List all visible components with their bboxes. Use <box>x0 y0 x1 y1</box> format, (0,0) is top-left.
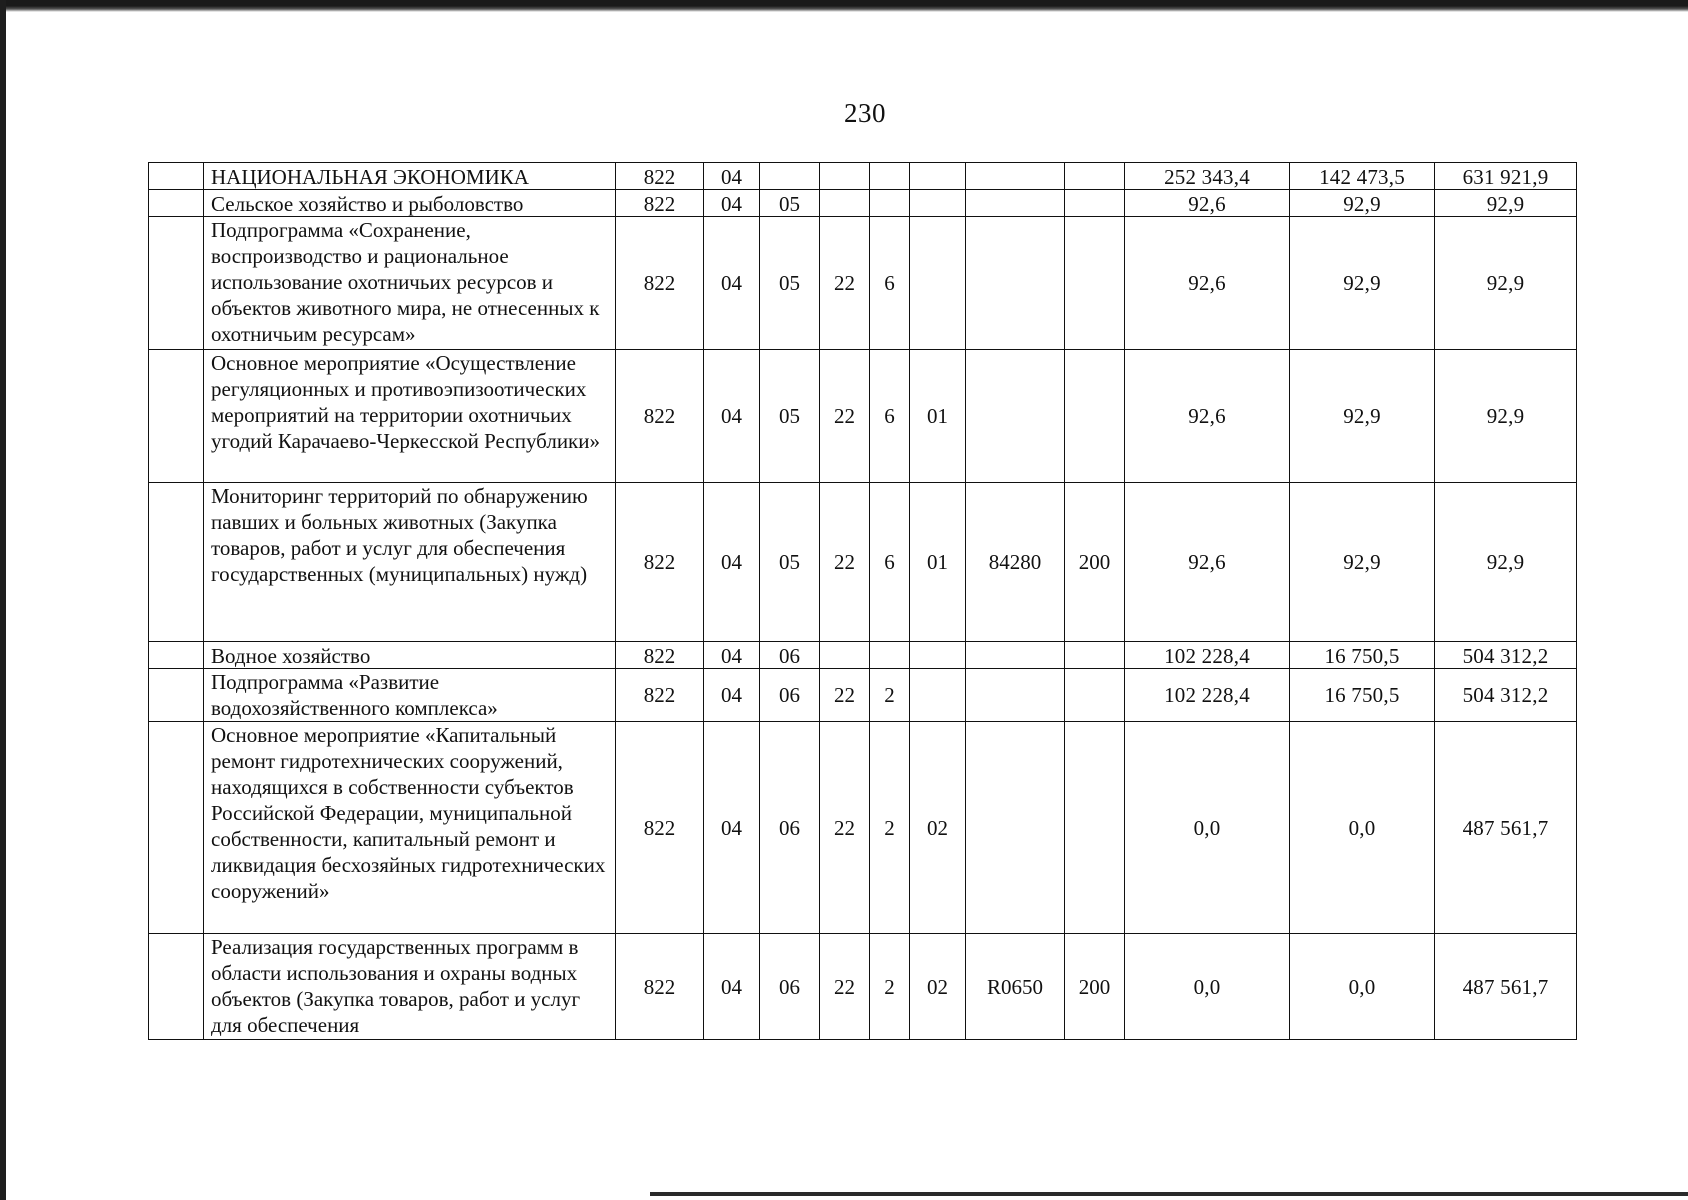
section-code: 04 <box>704 217 760 350</box>
subsection-code: 06 <box>760 642 820 669</box>
subsection-code <box>760 163 820 190</box>
amount-year-3: 631 921,9 <box>1435 163 1577 190</box>
ved-code: 822 <box>616 217 704 350</box>
section-code: 04 <box>704 669 760 722</box>
ved-code: 822 <box>616 669 704 722</box>
row-name: Подпрограмма «Развитие водохозяйственного комплекса» <box>204 669 616 722</box>
amount-year-3: 504 312,2 <box>1435 669 1577 722</box>
direction-code <box>966 350 1065 483</box>
subprogram-code <box>870 163 910 190</box>
subsection-code: 05 <box>760 190 820 217</box>
table-row <box>149 350 1577 483</box>
amount-year-2: 92,9 <box>1290 190 1435 217</box>
ved-code: 822 <box>616 483 704 642</box>
subprogram-code <box>870 642 910 669</box>
table-row <box>149 934 1577 1040</box>
scan-bottom-edge <box>650 1192 1688 1196</box>
amount-year-3: 92,9 <box>1435 483 1577 642</box>
subprogram-code: 2 <box>870 934 910 1040</box>
table-row <box>149 217 1577 350</box>
target-program-code: 22 <box>820 669 870 722</box>
amount-year-1: 252 343,4 <box>1125 163 1290 190</box>
direction-code <box>966 669 1065 722</box>
row-name: Водное хозяйство <box>204 642 616 669</box>
table-row <box>149 163 1577 190</box>
target-program-code: 22 <box>820 934 870 1040</box>
expense-type-code <box>1065 163 1125 190</box>
amount-year-1: 92,6 <box>1125 217 1290 350</box>
subprogram-code: 6 <box>870 350 910 483</box>
expense-type-code <box>1065 642 1125 669</box>
index-cell <box>149 483 204 642</box>
expense-type-code <box>1065 217 1125 350</box>
table-row <box>149 722 1577 934</box>
section-code: 04 <box>704 483 760 642</box>
target-program-code <box>820 642 870 669</box>
amount-year-2: 16 750,5 <box>1290 669 1435 722</box>
main-activity-code: 01 <box>910 483 966 642</box>
amount-year-1: 92,6 <box>1125 350 1290 483</box>
subprogram-code: 6 <box>870 217 910 350</box>
ved-code: 822 <box>616 190 704 217</box>
amount-year-1: 92,6 <box>1125 190 1290 217</box>
amount-year-2: 16 750,5 <box>1290 642 1435 669</box>
amount-year-2: 92,9 <box>1290 483 1435 642</box>
direction-code <box>966 642 1065 669</box>
amount-year-1: 102 228,4 <box>1125 642 1290 669</box>
amount-year-2: 92,9 <box>1290 217 1435 350</box>
direction-code <box>966 163 1065 190</box>
main-activity-code: 02 <box>910 934 966 1040</box>
ved-code: 822 <box>616 722 704 934</box>
section-code: 04 <box>704 163 760 190</box>
index-cell <box>149 217 204 350</box>
scan-top-edge <box>0 0 1688 12</box>
ved-code: 822 <box>616 350 704 483</box>
target-program-code <box>820 163 870 190</box>
amount-year-3: 92,9 <box>1435 190 1577 217</box>
section-code: 04 <box>704 190 760 217</box>
index-cell <box>149 190 204 217</box>
row-name: Основное мероприятие «Осуществление регуляционных и противоэпизоотических мероприятий на территории охотничьих угодий Карачаево-Черкесской Республики» <box>204 350 616 483</box>
amount-year-1: 102 228,4 <box>1125 669 1290 722</box>
table-row <box>149 642 1577 669</box>
expense-type-code <box>1065 350 1125 483</box>
direction-code <box>966 722 1065 934</box>
row-name: Мониторинг территорий по обнаружению павших и больных животных (Закупка товаров, работ и услуг для обеспечения государственных (муниципальных) нужд) <box>204 483 616 642</box>
direction-code: 84280 <box>966 483 1065 642</box>
row-name: Основное мероприятие «Капитальный ремонт гидротехнических сооружений, находящихся в собственности субъектов Российской Федерации, муниципальной собственности, капитальный ремонт и ликвидация бесхозяйных гидротехнических сооружений» <box>204 722 616 934</box>
index-cell <box>149 934 204 1040</box>
target-program-code <box>820 190 870 217</box>
target-program-code: 22 <box>820 350 870 483</box>
index-cell <box>149 722 204 934</box>
ved-code: 822 <box>616 642 704 669</box>
amount-year-2: 0,0 <box>1290 934 1435 1040</box>
amount-year-1: 0,0 <box>1125 722 1290 934</box>
main-activity-code <box>910 669 966 722</box>
section-code: 04 <box>704 642 760 669</box>
amount-year-2: 0,0 <box>1290 722 1435 934</box>
subprogram-code: 2 <box>870 722 910 934</box>
amount-year-3: 92,9 <box>1435 350 1577 483</box>
expense-type-code <box>1065 190 1125 217</box>
subsection-code: 05 <box>760 483 820 642</box>
direction-code: R0650 <box>966 934 1065 1040</box>
main-activity-code <box>910 217 966 350</box>
direction-code <box>966 217 1065 350</box>
expense-type-code: 200 <box>1065 934 1125 1040</box>
amount-year-1: 0,0 <box>1125 934 1290 1040</box>
main-activity-code <box>910 190 966 217</box>
section-code: 04 <box>704 934 760 1040</box>
amount-year-3: 487 561,7 <box>1435 934 1577 1040</box>
index-cell <box>149 163 204 190</box>
subprogram-code <box>870 190 910 217</box>
main-activity-code: 02 <box>910 722 966 934</box>
row-name: НАЦИОНАЛЬНАЯ ЭКОНОМИКА <box>204 163 616 190</box>
subsection-code: 06 <box>760 669 820 722</box>
subsection-code: 05 <box>760 217 820 350</box>
page-number: 230 <box>844 98 886 128</box>
target-program-code: 22 <box>820 483 870 642</box>
amount-year-3: 92,9 <box>1435 217 1577 350</box>
budget-table <box>148 162 1577 1040</box>
direction-code <box>966 190 1065 217</box>
main-activity-code <box>910 642 966 669</box>
amount-year-1: 92,6 <box>1125 483 1290 642</box>
amount-year-2: 92,9 <box>1290 350 1435 483</box>
expense-type-code <box>1065 722 1125 934</box>
expense-type-code: 200 <box>1065 483 1125 642</box>
ved-code: 822 <box>616 934 704 1040</box>
scan-left-edge <box>0 0 6 1200</box>
main-activity-code: 01 <box>910 350 966 483</box>
subprogram-code: 6 <box>870 483 910 642</box>
table-row <box>149 190 1577 217</box>
expense-type-code <box>1065 669 1125 722</box>
row-name: Подпрограмма «Сохранение, воспроизводство и рациональное использование охотничьих ресурсов и объектов животного мира, не отнесенных к охотничьим ресурсам» <box>204 217 616 350</box>
index-cell <box>149 669 204 722</box>
section-code: 04 <box>704 350 760 483</box>
section-code: 04 <box>704 722 760 934</box>
main-activity-code <box>910 163 966 190</box>
subsection-code: 06 <box>760 934 820 1040</box>
index-cell <box>149 350 204 483</box>
subsection-code: 05 <box>760 350 820 483</box>
amount-year-3: 487 561,7 <box>1435 722 1577 934</box>
amount-year-2: 142 473,5 <box>1290 163 1435 190</box>
target-program-code: 22 <box>820 722 870 934</box>
ved-code: 822 <box>616 163 704 190</box>
subsection-code: 06 <box>760 722 820 934</box>
amount-year-3: 504 312,2 <box>1435 642 1577 669</box>
target-program-code: 22 <box>820 217 870 350</box>
row-name: Реализация государственных программ в области использования и охраны водных объектов (Закупка товаров, работ и услуг для обеспечения <box>204 934 616 1040</box>
table-row <box>149 483 1577 642</box>
subprogram-code: 2 <box>870 669 910 722</box>
index-cell <box>149 642 204 669</box>
table-row <box>149 669 1577 722</box>
row-name: Сельское хозяйство и рыболовство <box>204 190 616 217</box>
